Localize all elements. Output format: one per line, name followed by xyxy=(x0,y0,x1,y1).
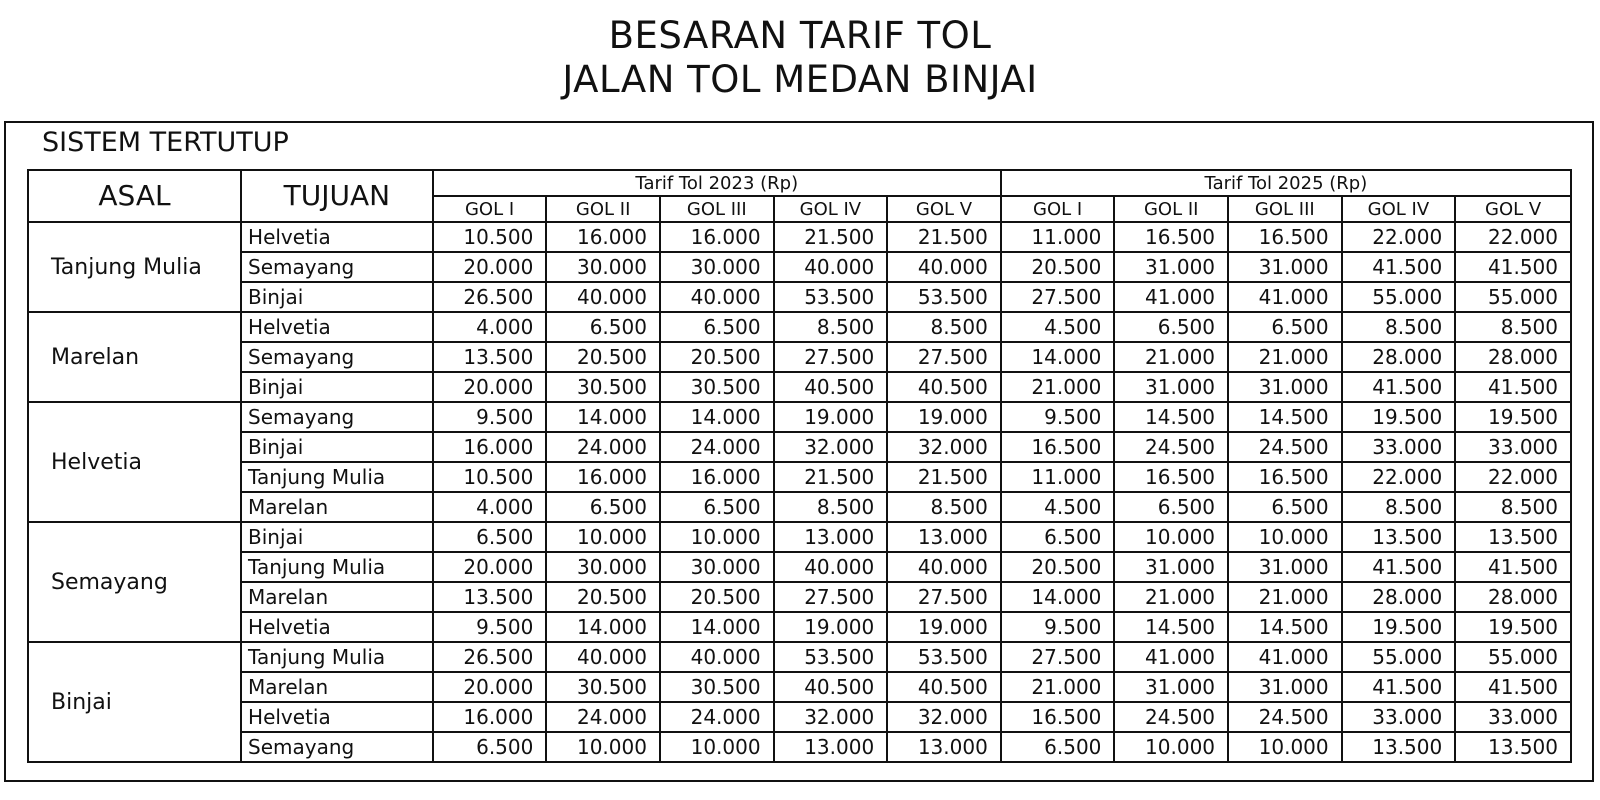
origin-cell: Tanjung Mulia xyxy=(28,222,241,312)
tariff-cell-2023-gol-2: 10.000 xyxy=(546,522,660,552)
tariff-cell-2025-gol-3: 24.500 xyxy=(1228,702,1342,732)
tariff-cell-2023-gol-1: 10.500 xyxy=(433,222,547,252)
tariff-cell-2025-gol-1: 9.500 xyxy=(1001,402,1115,432)
tariff-cell-2025-gol-2: 6.500 xyxy=(1114,312,1228,342)
tariff-cell-2023-gol-2: 10.000 xyxy=(546,732,660,762)
tariff-cell-2023-gol-2: 6.500 xyxy=(546,492,660,522)
header-2023-gol-4: GOL IV xyxy=(774,196,888,222)
tariff-cell-2023-gol-1: 16.000 xyxy=(433,432,547,462)
tariff-cell-2023-gol-1: 9.500 xyxy=(433,402,547,432)
tariff-cell-2025-gol-3: 6.500 xyxy=(1228,492,1342,522)
tariff-cell-2023-gol-3: 14.000 xyxy=(660,402,774,432)
tariff-cell-2025-gol-3: 6.500 xyxy=(1228,312,1342,342)
destination-cell: Semayang xyxy=(241,252,433,282)
tariff-cell-2025-gol-2: 14.500 xyxy=(1114,612,1228,642)
destination-cell: Semayang xyxy=(241,342,433,372)
tariff-cell-2025-gol-5: 13.500 xyxy=(1455,732,1571,762)
tariff-cell-2023-gol-3: 20.500 xyxy=(660,582,774,612)
tariff-cell-2023-gol-3: 6.500 xyxy=(660,312,774,342)
header-origin: ASAL xyxy=(28,170,241,222)
tariff-cell-2023-gol-5: 40.000 xyxy=(887,252,1001,282)
tariff-cell-2025-gol-5: 22.000 xyxy=(1455,222,1571,252)
tariff-cell-2025-gol-1: 6.500 xyxy=(1001,522,1115,552)
tariff-cell-2023-gol-4: 21.500 xyxy=(774,222,888,252)
destination-cell: Marelan xyxy=(241,492,433,522)
tariff-cell-2025-gol-1: 16.500 xyxy=(1001,702,1115,732)
tariff-cell-2025-gol-2: 6.500 xyxy=(1114,492,1228,522)
tariff-cell-2023-gol-5: 13.000 xyxy=(887,522,1001,552)
tariff-cell-2025-gol-5: 33.000 xyxy=(1455,702,1571,732)
tariff-cell-2023-gol-4: 21.500 xyxy=(774,462,888,492)
tariff-cell-2025-gol-2: 24.500 xyxy=(1114,432,1228,462)
tariff-cell-2023-gol-3: 30.000 xyxy=(660,252,774,282)
tariff-cell-2025-gol-3: 16.500 xyxy=(1228,222,1342,252)
destination-cell: Helvetia xyxy=(241,312,433,342)
tariff-cell-2023-gol-3: 30.000 xyxy=(660,552,774,582)
tariff-cell-2025-gol-1: 14.000 xyxy=(1001,582,1115,612)
origin-cell: Semayang xyxy=(28,522,241,642)
tariff-cell-2023-gol-1: 6.500 xyxy=(433,732,547,762)
tariff-cell-2023-gol-2: 30.500 xyxy=(546,672,660,702)
tariff-cell-2023-gol-4: 13.000 xyxy=(774,732,888,762)
tariff-cell-2025-gol-1: 11.000 xyxy=(1001,222,1115,252)
tariff-cell-2023-gol-4: 8.500 xyxy=(774,492,888,522)
tariff-cell-2023-gol-4: 32.000 xyxy=(774,432,888,462)
tariff-cell-2023-gol-1: 4.000 xyxy=(433,492,547,522)
tariff-cell-2023-gol-3: 14.000 xyxy=(660,612,774,642)
tariff-cell-2023-gol-3: 30.500 xyxy=(660,372,774,402)
tariff-cell-2025-gol-3: 16.500 xyxy=(1228,462,1342,492)
header-2025-gol-5: GOL V xyxy=(1455,196,1571,222)
header-2025-gol-4: GOL IV xyxy=(1342,196,1456,222)
destination-cell: Binjai xyxy=(241,522,433,552)
tariff-cell-2023-gol-3: 10.000 xyxy=(660,522,774,552)
tariff-cell-2025-gol-1: 4.500 xyxy=(1001,312,1115,342)
destination-cell: Helvetia xyxy=(241,222,433,252)
tariff-cell-2025-gol-1: 20.500 xyxy=(1001,552,1115,582)
tariff-cell-2023-gol-1: 6.500 xyxy=(433,522,547,552)
table-row xyxy=(28,522,1571,552)
tariff-cell-2025-gol-1: 9.500 xyxy=(1001,612,1115,642)
tariff-cell-2023-gol-1: 26.500 xyxy=(433,642,547,672)
tariff-cell-2023-gol-4: 27.500 xyxy=(774,582,888,612)
tariff-cell-2023-gol-4: 8.500 xyxy=(774,312,888,342)
tariff-cell-2023-gol-4: 19.000 xyxy=(774,612,888,642)
tariff-cell-2023-gol-1: 13.500 xyxy=(433,342,547,372)
tariff-cell-2025-gol-3: 24.500 xyxy=(1228,432,1342,462)
tariff-cell-2025-gol-5: 41.500 xyxy=(1455,552,1571,582)
tariff-cell-2023-gol-4: 53.500 xyxy=(774,282,888,312)
tariff-cell-2025-gol-5: 22.000 xyxy=(1455,462,1571,492)
header-tariff-2023: Tarif Tol 2023 (Rp) xyxy=(433,170,1001,196)
table-row xyxy=(28,462,1571,492)
table-row xyxy=(28,282,1571,312)
tariff-cell-2023-gol-1: 10.500 xyxy=(433,462,547,492)
tariff-cell-2025-gol-3: 41.000 xyxy=(1228,282,1342,312)
tariff-cell-2025-gol-3: 10.000 xyxy=(1228,522,1342,552)
tariff-cell-2025-gol-3: 31.000 xyxy=(1228,252,1342,282)
tariff-cell-2023-gol-2: 40.000 xyxy=(546,282,660,312)
tariff-cell-2023-gol-2: 30.500 xyxy=(546,372,660,402)
tariff-cell-2023-gol-1: 26.500 xyxy=(433,282,547,312)
tariff-cell-2025-gol-3: 41.000 xyxy=(1228,642,1342,672)
tariff-cell-2023-gol-2: 14.000 xyxy=(546,402,660,432)
tariff-cell-2025-gol-4: 8.500 xyxy=(1342,312,1456,342)
tariff-cell-2023-gol-5: 53.500 xyxy=(887,642,1001,672)
tariff-cell-2025-gol-2: 31.000 xyxy=(1114,252,1228,282)
tariff-cell-2023-gol-2: 20.500 xyxy=(546,342,660,372)
tariff-cell-2023-gol-5: 8.500 xyxy=(887,312,1001,342)
tariff-cell-2025-gol-4: 8.500 xyxy=(1342,492,1456,522)
tariff-cell-2025-gol-2: 10.000 xyxy=(1114,732,1228,762)
tariff-cell-2023-gol-1: 20.000 xyxy=(433,372,547,402)
tariff-cell-2025-gol-4: 41.500 xyxy=(1342,672,1456,702)
tariff-cell-2025-gol-5: 33.000 xyxy=(1455,432,1571,462)
tariff-cell-2023-gol-2: 6.500 xyxy=(546,312,660,342)
table-row xyxy=(28,582,1571,612)
origin-cell: Helvetia xyxy=(28,402,241,522)
table-row xyxy=(28,222,1571,252)
tariff-cell-2023-gol-4: 13.000 xyxy=(774,522,888,552)
tariff-cell-2023-gol-5: 27.500 xyxy=(887,342,1001,372)
tariff-cell-2025-gol-5: 55.000 xyxy=(1455,282,1571,312)
tariff-cell-2025-gol-1: 27.500 xyxy=(1001,642,1115,672)
destination-cell: Tanjung Mulia xyxy=(241,642,433,672)
tariff-cell-2025-gol-4: 28.000 xyxy=(1342,342,1456,372)
header-2025-gol-2: GOL II xyxy=(1114,196,1228,222)
table-row xyxy=(28,672,1571,702)
tariff-cell-2023-gol-1: 20.000 xyxy=(433,672,547,702)
tariff-cell-2025-gol-1: 27.500 xyxy=(1001,282,1115,312)
tariff-cell-2025-gol-5: 8.500 xyxy=(1455,312,1571,342)
page-title xyxy=(0,14,1600,102)
table-row xyxy=(28,642,1571,672)
tariff-cell-2025-gol-4: 19.500 xyxy=(1342,402,1456,432)
tariff-cell-2023-gol-2: 24.000 xyxy=(546,702,660,732)
header-2025-gol-1: GOL I xyxy=(1001,196,1115,222)
tariff-cell-2025-gol-3: 14.500 xyxy=(1228,402,1342,432)
tariff-cell-2023-gol-5: 21.500 xyxy=(887,462,1001,492)
tariff-cell-2025-gol-1: 11.000 xyxy=(1001,462,1115,492)
tariff-cell-2023-gol-4: 40.500 xyxy=(774,372,888,402)
tariff-cell-2025-gol-2: 10.000 xyxy=(1114,522,1228,552)
tariff-cell-2023-gol-5: 40.500 xyxy=(887,672,1001,702)
tariff-cell-2023-gol-2: 24.000 xyxy=(546,432,660,462)
tariff-cell-2025-gol-4: 55.000 xyxy=(1342,282,1456,312)
tariff-cell-2023-gol-1: 20.000 xyxy=(433,252,547,282)
tariff-cell-2023-gol-5: 32.000 xyxy=(887,432,1001,462)
tariff-cell-2023-gol-3: 40.000 xyxy=(660,642,774,672)
tariff-cell-2025-gol-2: 14.500 xyxy=(1114,402,1228,432)
tariff-cell-2023-gol-4: 27.500 xyxy=(774,342,888,372)
destination-cell: Semayang xyxy=(241,402,433,432)
tariff-cell-2025-gol-4: 33.000 xyxy=(1342,702,1456,732)
origin-cell: Binjai xyxy=(28,642,241,762)
table-row xyxy=(28,552,1571,582)
destination-cell: Tanjung Mulia xyxy=(241,462,433,492)
tariff-cell-2025-gol-1: 4.500 xyxy=(1001,492,1115,522)
destination-cell: Marelan xyxy=(241,582,433,612)
tariff-cell-2025-gol-5: 28.000 xyxy=(1455,582,1571,612)
header-2023-gol-1: GOL I xyxy=(433,196,547,222)
tariff-cell-2025-gol-2: 24.500 xyxy=(1114,702,1228,732)
header-2023-gol-5: GOL V xyxy=(887,196,1001,222)
tariff-cell-2023-gol-5: 13.000 xyxy=(887,732,1001,762)
tariff-cell-2025-gol-1: 6.500 xyxy=(1001,732,1115,762)
system-label: SISTEM TERTUTUP xyxy=(42,127,289,158)
tariff-cell-2025-gol-1: 21.000 xyxy=(1001,672,1115,702)
tariff-cell-2025-gol-4: 13.500 xyxy=(1342,732,1456,762)
tariff-cell-2023-gol-5: 19.000 xyxy=(887,402,1001,432)
tariff-cell-2025-gol-5: 55.000 xyxy=(1455,642,1571,672)
tariff-cell-2023-gol-4: 40.000 xyxy=(774,552,888,582)
tariff-cell-2023-gol-4: 32.000 xyxy=(774,702,888,732)
tariff-cell-2023-gol-2: 14.000 xyxy=(546,612,660,642)
tariff-cell-2023-gol-1: 13.500 xyxy=(433,582,547,612)
tariff-cell-2023-gol-4: 40.500 xyxy=(774,672,888,702)
tariff-cell-2023-gol-3: 16.000 xyxy=(660,462,774,492)
tariff-cell-2025-gol-4: 41.500 xyxy=(1342,372,1456,402)
tariff-cell-2025-gol-2: 16.500 xyxy=(1114,222,1228,252)
destination-cell: Tanjung Mulia xyxy=(241,552,433,582)
tariff-cell-2025-gol-4: 13.500 xyxy=(1342,522,1456,552)
tariff-cell-2023-gol-2: 16.000 xyxy=(546,222,660,252)
destination-cell: Binjai xyxy=(241,282,433,312)
tariff-cell-2023-gol-5: 40.000 xyxy=(887,552,1001,582)
tariff-cell-2025-gol-5: 19.500 xyxy=(1455,402,1571,432)
tariff-cell-2025-gol-5: 8.500 xyxy=(1455,492,1571,522)
tariff-cell-2025-gol-4: 41.500 xyxy=(1342,252,1456,282)
tariff-cell-2023-gol-4: 40.000 xyxy=(774,252,888,282)
tariff-cell-2023-gol-5: 32.000 xyxy=(887,702,1001,732)
tariff-cell-2025-gol-3: 31.000 xyxy=(1228,552,1342,582)
tariff-cell-2025-gol-2: 21.000 xyxy=(1114,582,1228,612)
header-destination: TUJUAN xyxy=(241,170,433,222)
tariff-cell-2023-gol-3: 10.000 xyxy=(660,732,774,762)
tariff-cell-2025-gol-5: 28.000 xyxy=(1455,342,1571,372)
title-line-1: BESARAN TARIF TOL xyxy=(608,14,992,57)
header-tariff-2025: Tarif Tol 2025 (Rp) xyxy=(1001,170,1571,196)
tariff-cell-2025-gol-2: 31.000 xyxy=(1114,552,1228,582)
origin-cell: Marelan xyxy=(28,312,241,402)
tariff-cell-2025-gol-4: 22.000 xyxy=(1342,222,1456,252)
toll-tariff-table xyxy=(27,169,1572,763)
tariff-cell-2025-gol-4: 41.500 xyxy=(1342,552,1456,582)
tariff-cell-2025-gol-4: 22.000 xyxy=(1342,462,1456,492)
tariff-cell-2025-gol-3: 31.000 xyxy=(1228,372,1342,402)
tariff-cell-2025-gol-5: 19.500 xyxy=(1455,612,1571,642)
tariff-cell-2023-gol-2: 16.000 xyxy=(546,462,660,492)
tariff-cell-2025-gol-3: 14.500 xyxy=(1228,612,1342,642)
table-row xyxy=(28,372,1571,402)
tariff-cell-2023-gol-3: 24.000 xyxy=(660,432,774,462)
tariff-cell-2023-gol-5: 53.500 xyxy=(887,282,1001,312)
tariff-cell-2023-gol-4: 53.500 xyxy=(774,642,888,672)
tariff-cell-2025-gol-2: 31.000 xyxy=(1114,672,1228,702)
table-row xyxy=(28,252,1571,282)
tariff-cell-2023-gol-3: 24.000 xyxy=(660,702,774,732)
tariff-cell-2025-gol-5: 41.500 xyxy=(1455,252,1571,282)
tariff-cell-2023-gol-1: 9.500 xyxy=(433,612,547,642)
tariff-cell-2025-gol-1: 16.500 xyxy=(1001,432,1115,462)
destination-cell: Helvetia xyxy=(241,612,433,642)
tariff-cell-2023-gol-3: 30.500 xyxy=(660,672,774,702)
tariff-cell-2025-gol-4: 33.000 xyxy=(1342,432,1456,462)
tariff-cell-2025-gol-3: 21.000 xyxy=(1228,342,1342,372)
tariff-cell-2023-gol-5: 8.500 xyxy=(887,492,1001,522)
tariff-cell-2023-gol-1: 20.000 xyxy=(433,552,547,582)
tariff-cell-2023-gol-2: 40.000 xyxy=(546,642,660,672)
tariff-cell-2025-gol-4: 55.000 xyxy=(1342,642,1456,672)
tariff-cell-2025-gol-3: 10.000 xyxy=(1228,732,1342,762)
table-row xyxy=(28,432,1571,462)
tariff-cell-2023-gol-3: 16.000 xyxy=(660,222,774,252)
tariff-cell-2023-gol-2: 30.000 xyxy=(546,252,660,282)
tariff-cell-2023-gol-3: 20.500 xyxy=(660,342,774,372)
destination-cell: Binjai xyxy=(241,432,433,462)
tariff-cell-2025-gol-3: 31.000 xyxy=(1228,672,1342,702)
tariff-cell-2025-gol-1: 21.000 xyxy=(1001,372,1115,402)
tariff-cell-2025-gol-2: 41.000 xyxy=(1114,642,1228,672)
tariff-cell-2023-gol-3: 40.000 xyxy=(660,282,774,312)
tariff-cell-2023-gol-2: 30.000 xyxy=(546,552,660,582)
table-row xyxy=(28,312,1571,342)
tariff-cell-2025-gol-2: 31.000 xyxy=(1114,372,1228,402)
table-row xyxy=(28,492,1571,522)
tariff-cell-2025-gol-2: 16.500 xyxy=(1114,462,1228,492)
header-2023-gol-3: GOL III xyxy=(660,196,774,222)
table-row xyxy=(28,342,1571,372)
tariff-cell-2023-gol-3: 6.500 xyxy=(660,492,774,522)
destination-cell: Semayang xyxy=(241,732,433,762)
tariff-cell-2025-gol-4: 19.500 xyxy=(1342,612,1456,642)
tariff-cell-2023-gol-5: 40.500 xyxy=(887,372,1001,402)
header-2025-gol-3: GOL III xyxy=(1228,196,1342,222)
table-row xyxy=(28,402,1571,432)
tariff-cell-2025-gol-3: 21.000 xyxy=(1228,582,1342,612)
tariff-cell-2023-gol-5: 21.500 xyxy=(887,222,1001,252)
tariff-cell-2025-gol-4: 28.000 xyxy=(1342,582,1456,612)
tariff-cell-2025-gol-2: 41.000 xyxy=(1114,282,1228,312)
destination-cell: Marelan xyxy=(241,672,433,702)
header-2023-gol-2: GOL II xyxy=(546,196,660,222)
tariff-cell-2025-gol-2: 21.000 xyxy=(1114,342,1228,372)
tariff-cell-2023-gol-1: 4.000 xyxy=(433,312,547,342)
tariff-cell-2025-gol-5: 41.500 xyxy=(1455,672,1571,702)
destination-cell: Binjai xyxy=(241,372,433,402)
table-body xyxy=(28,222,1571,762)
tariff-cell-2025-gol-1: 20.500 xyxy=(1001,252,1115,282)
tariff-cell-2025-gol-1: 14.000 xyxy=(1001,342,1115,372)
table-row xyxy=(28,702,1571,732)
title-line-2: JALAN TOL MEDAN BINJAI xyxy=(562,58,1038,101)
tariff-cell-2025-gol-5: 13.500 xyxy=(1455,522,1571,552)
tariff-cell-2023-gol-5: 27.500 xyxy=(887,582,1001,612)
tariff-cell-2023-gol-4: 19.000 xyxy=(774,402,888,432)
tariff-cell-2023-gol-5: 19.000 xyxy=(887,612,1001,642)
table-row xyxy=(28,732,1571,762)
tariff-cell-2023-gol-1: 16.000 xyxy=(433,702,547,732)
tariff-cell-2025-gol-5: 41.500 xyxy=(1455,372,1571,402)
table-row xyxy=(28,612,1571,642)
destination-cell: Helvetia xyxy=(241,702,433,732)
tariff-cell-2023-gol-2: 20.500 xyxy=(546,582,660,612)
